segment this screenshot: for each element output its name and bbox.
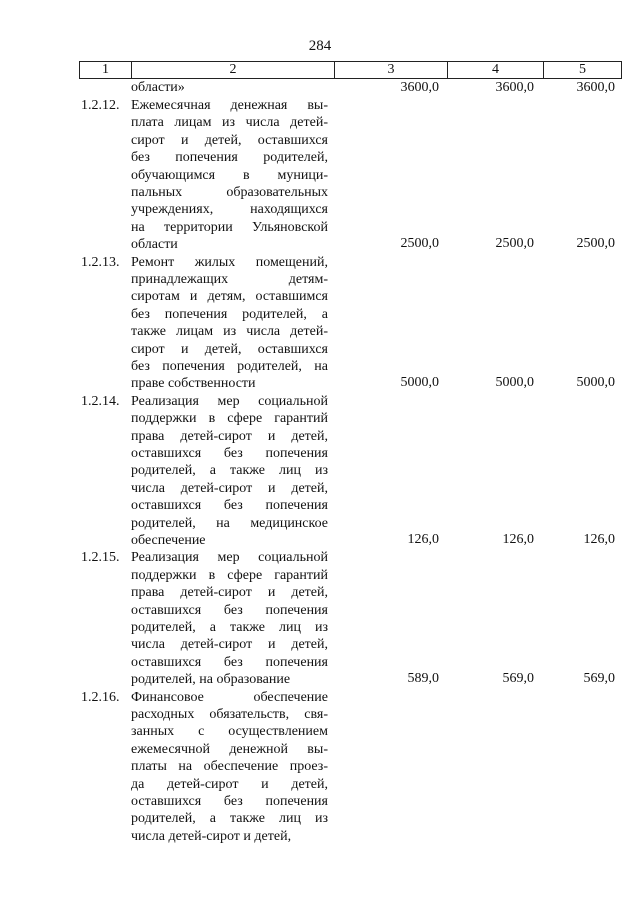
description-line: пальных образовательных xyxy=(131,185,328,201)
description-line: права детей-сирот и детей, xyxy=(131,585,328,601)
description-line: Финансовое обеспечение xyxy=(131,689,328,705)
description-line: права детей-сирот и детей, xyxy=(131,428,328,444)
description-line: числа детей-сирот и детей, xyxy=(131,828,292,844)
description-line: без попечения родителей, на xyxy=(131,359,328,375)
row-number: 1.2.14. xyxy=(81,393,120,409)
value-col-4: 3600,0 xyxy=(495,80,534,95)
description-line: праве собственности xyxy=(131,376,256,392)
row-number: 1.2.15. xyxy=(81,550,120,566)
header-col-2: 2 xyxy=(132,62,335,78)
description-line: поддержки в сфере гарантий xyxy=(131,411,328,427)
description-line: оставшихся без попечения xyxy=(131,446,328,462)
value-col-5: 569,0 xyxy=(583,671,615,687)
row-description xyxy=(131,254,328,393)
description-line: Реализация мер социальной xyxy=(131,393,328,409)
value-col-3: 3600,0 xyxy=(400,80,439,95)
description-line: сиротам и детям, оставшимся xyxy=(131,289,328,305)
row-description xyxy=(131,393,328,550)
value-col-4: 569,0 xyxy=(502,671,534,687)
description-line: занных с осуществлением xyxy=(131,724,328,740)
description-line: также лицам из числа детей- xyxy=(131,324,328,340)
description-line: расходных обязательств, свя- xyxy=(131,707,328,722)
description-line: ежемесячной денежной вы- xyxy=(131,741,328,757)
value-col-5: 5000,0 xyxy=(576,375,615,391)
row-description: области» xyxy=(131,80,185,95)
value-col-3: 2500,0 xyxy=(400,236,439,252)
description-line: плата лицам из числа детей- xyxy=(131,115,328,131)
value-col-3: 589,0 xyxy=(407,671,439,687)
description-line: Ежемесячная денежная вы- xyxy=(131,98,328,113)
row-description xyxy=(131,97,328,254)
row-number: 1.2.13. xyxy=(81,254,120,270)
description-line: родителей, на медицинское xyxy=(131,515,328,531)
description-line: числа детей-сирот и детей, xyxy=(131,637,328,653)
value-col-4: 126,0 xyxy=(502,531,534,547)
description-line: без попечения родителей, а xyxy=(131,306,328,322)
value-col-5: 3600,0 xyxy=(576,80,615,95)
row-number: 1.2.12. xyxy=(81,98,120,113)
header-col-5: 5 xyxy=(579,62,586,77)
description-line: без попечения родителей, xyxy=(131,150,328,166)
description-line: принадлежащих детям- xyxy=(131,272,328,287)
description-line: сирот и детей, оставшихся xyxy=(131,341,328,357)
row-number: 1.2.16. xyxy=(81,689,120,705)
description-line: оставшихся без попечения xyxy=(131,602,328,618)
header-col-4: 4 xyxy=(448,62,544,78)
description-line: родителей, а также лиц из xyxy=(131,620,328,636)
value-col-4: 2500,0 xyxy=(495,236,534,252)
header-col-1: 1 xyxy=(80,62,132,78)
description-line: родителей, на образование xyxy=(131,672,291,688)
description-line: числа детей-сирот и детей, xyxy=(131,480,328,496)
description-line: области xyxy=(131,237,178,253)
description-line: да детей-сирот и детей, xyxy=(131,776,328,792)
description-line: обеспечение xyxy=(131,533,206,549)
description-line: платы на обеспечение проез- xyxy=(131,759,328,775)
description-line: оставшихся без попечения xyxy=(131,498,328,514)
row-description xyxy=(131,549,328,688)
description-line: поддержки в сфере гарантий xyxy=(131,567,328,583)
description-line: обучающимся в муници- xyxy=(131,167,328,183)
description-line: оставшихся без попечения xyxy=(131,794,328,810)
description-line: родителей, а также лиц из xyxy=(131,811,328,827)
value-col-5: 126,0 xyxy=(583,531,615,547)
description-line: Ремонт жилых помещений, xyxy=(131,254,328,270)
row-description xyxy=(131,689,328,846)
table-header xyxy=(79,61,622,79)
description-line: оставшихся без попечения xyxy=(131,654,328,670)
value-col-4: 5000,0 xyxy=(495,375,534,391)
value-col-5: 2500,0 xyxy=(576,236,615,252)
description-line: на территории Ульяновской xyxy=(131,219,328,235)
description-line: учреждениях, находящихся xyxy=(131,202,328,218)
description-line: родителей, а также лиц из xyxy=(131,463,328,479)
description-line: сирот и детей, оставшихся xyxy=(131,132,328,148)
value-col-3: 5000,0 xyxy=(400,375,439,391)
value-col-3: 126,0 xyxy=(407,531,439,547)
header-col-3: 3 xyxy=(335,62,448,78)
page-number: 284 xyxy=(308,38,332,54)
description-line: Реализация мер социальной xyxy=(131,550,328,566)
